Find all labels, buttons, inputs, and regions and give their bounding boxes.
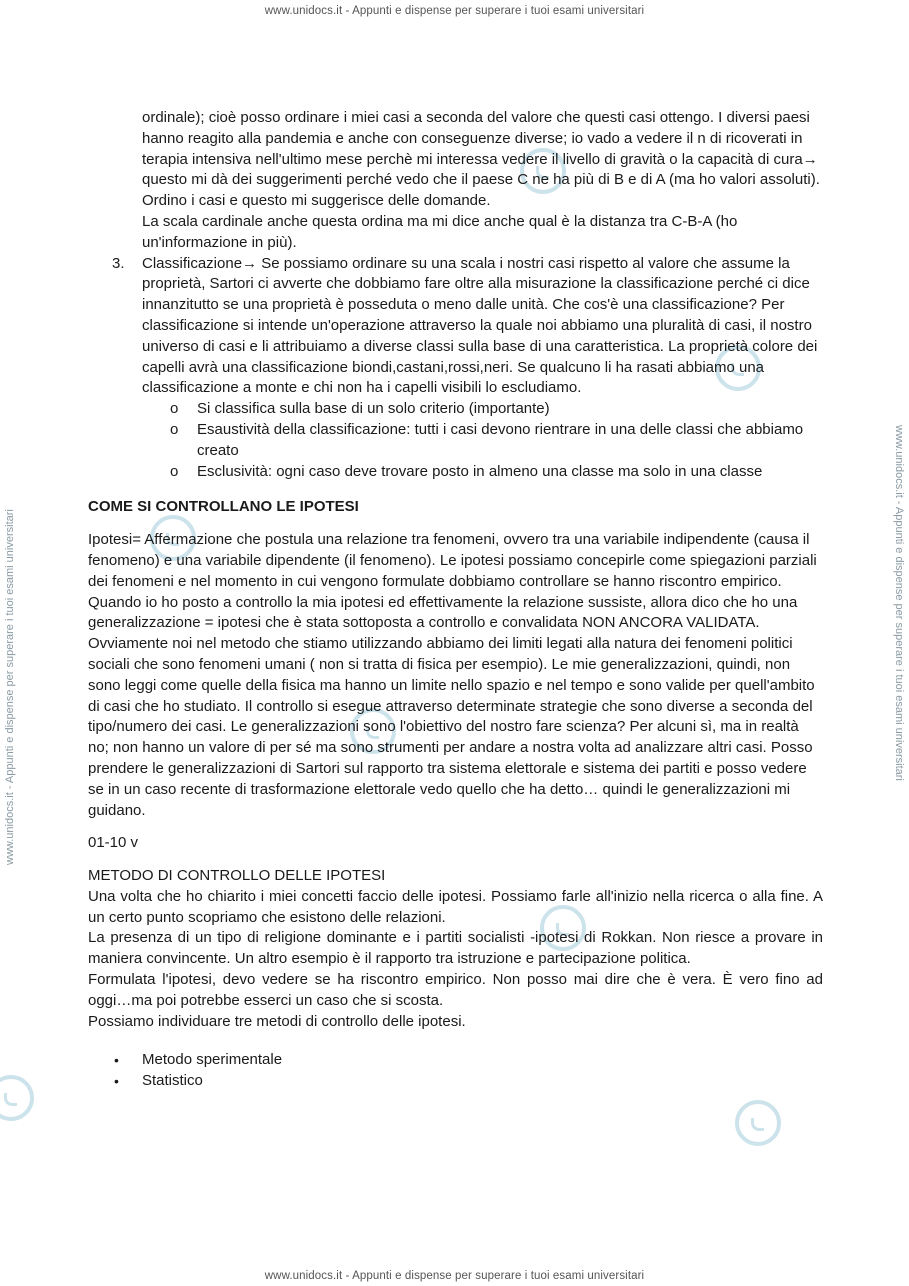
method-bullet: • (114, 1073, 119, 1090)
right-side-text: www.unidocs.it - Appunti e dispense per superare i tuoi esami universitari (893, 425, 905, 781)
methods-list (88, 1050, 823, 1092)
criteria-item (170, 462, 823, 483)
criteria-item (170, 420, 823, 462)
criteria-bullet: o (170, 400, 179, 418)
criteria-text: Si classifica sulla base di un solo criterio (importante) (197, 400, 550, 418)
method-bullet: • (114, 1052, 119, 1069)
list-item-classificazione (112, 254, 823, 400)
metodo-line: Formulata l'ipotesi, devo vedere se ha riscontro empirico. Non posso mai dire che è vera. È vero fino ad oggi…ma poi potrebbe esserci un caso che si scosta. (88, 971, 823, 1009)
criteria-text: Esaustività della classificazione: tutti i casi devono rientrare in una delle classi che abbiamo creato (197, 420, 804, 459)
document-body (88, 108, 823, 1092)
header-banner: www.unidocs.it - Appunti e dispense per superare i tuoi esami universitari (264, 5, 645, 17)
method-item (114, 1071, 823, 1092)
metodo-line: La presenza di un tipo di religione dominante e i partiti socialisti -ipotesi di Rokkan. Non riesce a provare in maniera convincente. Un altro esempio è il rapporto tra istruzione e partecipazione politica. (88, 929, 823, 968)
cardinal-note: La scala cardinale anche questa ordina ma mi dice anche qual è la distanza tra C-B-A (ho un'informazione in più). (142, 212, 738, 251)
criteria-text: Esclusività: ogni caso deve trovare posto in almeno una classe ma solo in una classe (197, 462, 763, 480)
metodo-line: Possiamo individuare tre metodi di controllo delle ipotesi. (88, 1012, 466, 1030)
section-heading: COME SI CONTROLLANO LE IPOTESI (88, 498, 359, 516)
criteria-bullet: o (170, 420, 179, 438)
left-side-watermark (0, 0, 16, 1286)
method-text: Statistico (142, 1072, 203, 1090)
criteria-bullet: o (170, 462, 179, 480)
ordinal-paragraph: ordinale); cioè posso ordinare i miei casi a seconda del valore che questi casi ottengo. I diversi paesi hanno reagito alla pandemia e anche con conseguenze diverse; io vado a vedere il n di ricoverati in terapia intensiva nell'ultimo mese perchè mi interessa vedere il livello di gravità o la capacità di cura→ questo mi dà dei suggerimenti perché vedo che il paese C ne ha più di B e di A (ma ho valori assoluti). Ordino i casi e questo mi suggerisce delle domande. (142, 109, 820, 210)
date-label: 01-10 v (88, 834, 139, 852)
list-number: 3. (112, 254, 125, 272)
watermark-logo-icon (735, 1100, 781, 1146)
method-item (114, 1050, 823, 1071)
footer-banner: www.unidocs.it - Appunti e dispense per superare i tuoi esami universitari (264, 1270, 645, 1282)
method-text: Metodo sperimentale (142, 1051, 283, 1069)
right-side-watermark (893, 0, 909, 1286)
metodo-title: METODO DI CONTROLLO DELLE IPOTESI (88, 867, 386, 885)
left-side-text: www.unidocs.it - Appunti e dispense per superare i tuoi esami universitari (4, 509, 16, 865)
ipotesi-paragraph: Ipotesi= Affermazione che postula una relazione tra fenomeni, ovvero tra una variabile indipendente (causa il fenomeno) e una variabile dipendente (il fenomeno). Le ipotesi possiamo concepirle come spiegazioni parziali dei fenomeni e nel momento in cui vengono formulate dobbiamo controllare se hanno riscontro empirico. Quando io ho posto a controllo la mia ipotesi ed effettivamente la relazione sussiste, allora dico che ho una generalizzazione = ipotesi che è stata sottoposta a controllo e convalidata NON ANCORA VALIDATA. Ovviamente noi nel metodo che stiamo utilizzando abbiamo dei limiti legati alla natura dei fenomeni politici sociali che sono fenomeni umani ( non si tratta di fisica per esempio). Le mie generalizzazioni, quindi, non sono leggi come quelle della fisica ma hanno un limite nello spazio e nel tempo e sono valide per quell'ambito di casi che ho studiato. Il controllo si esegue attraverso determinate strategie che sono diverse a seconda del tipo/numero dei casi. Le generalizzazioni sono l'obiettivo del nostro fare scienza? Per alcuni sì, ma in realtà no; non hanno un valore di per sé ma sono strumenti per andare a nostra volta ad analizzare altri casi. Posso prendere le generalizzazioni di Sartori sul rapporto tra sistema elettorale e sistema dei partiti e posso vedere se in un caso recente di trasformazione elettorale vedo quello che ha detto… quindi le generalizzazioni mi guidano. (88, 531, 817, 819)
metodo-line: Una volta che ho chiarito i miei concetti faccio delle ipotesi. Possiamo farle all'inizio nella ricerca o alla fine. A un certo punto scopriamo che esistono delle relazioni. (88, 887, 823, 926)
criteria-item (170, 399, 823, 420)
classificazione-text: Classificazione→ Se possiamo ordinare su una scala i nostri casi rispetto al valore che assume la proprietà, Sartori ci avverte che dobbiamo fare oltre alla misurazione la classificazione perché ci dice innanzitutto se una proprietà è posseduta o meno dalle unità. Che cos'è una classificazione? Per classificazione si intende un'operazione attraverso la quale noi abbiamo una pluralità di casi, il nostro universo di casi e li attribuiamo a diverse classi sulla base di una caratteristica. La proprietà colore dei capelli avrà una classificazione biondi,castani,rossi,neri. Se qualcuno li ha rasati abbiamo una classificazione a monte e chi non ha i capelli visibili lo escludiamo. (142, 254, 818, 397)
